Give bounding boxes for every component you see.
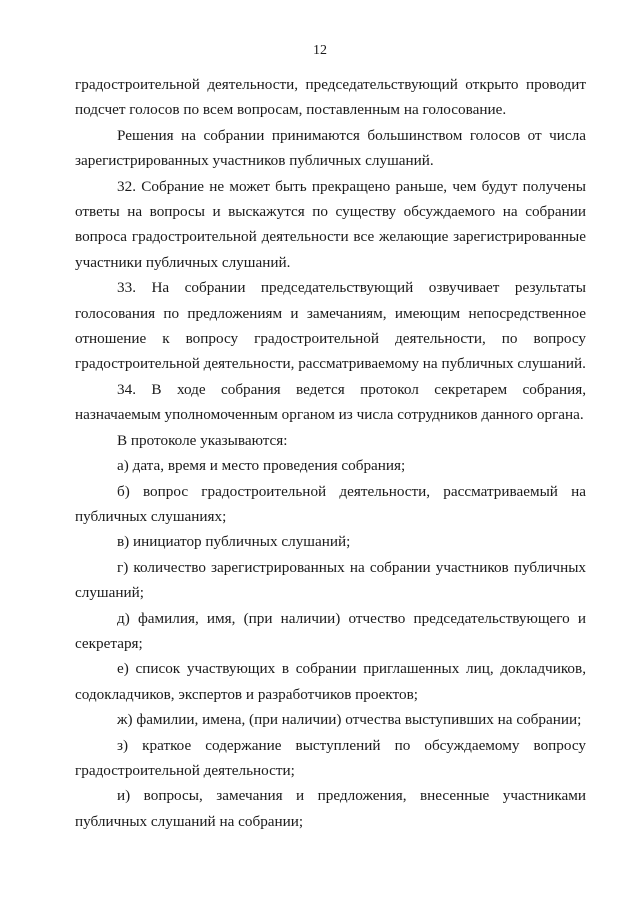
list-item-zh: ж) фамилии, имена, (при наличии) отчества выступивших на собрании; [117, 711, 582, 729]
list-item-a: а) дата, время и место проведения собрания; [117, 457, 406, 475]
paragraph-continuation: градостроительной деятельности, председательствующий открыто проводит подсчет голосов по всем вопросам, поставленным на голосование. [75, 76, 586, 119]
list-item-d: д) фамилия, имя, (при наличии) отчество председательствующего и секретаря; [75, 609, 586, 652]
paragraph-33: 33. На собрании председательствующий озвучивает результаты голосования по предложениям и замечаниям, имеющим непосредственное отношение к вопросу градостроительной деятельности, по вопросу градостроительной деятельности, рассматриваемому на публичных слушаний. [75, 279, 586, 373]
paragraph-34: 34. В ходе собрания ведется протокол секретарем собрания, назначаемым уполномоченным органом из числа сотрудников данного органа. [75, 380, 586, 424]
paragraph-32: 32. Собрание не может быть прекращено раньше, чем будут получены ответы на вопросы и выскажутся по существу обсуждаемого на собрании вопроса градостроительной деятельности все желающие зарегистрированные участники публичных слушаний. [75, 177, 586, 271]
paragraph-decisions: Решения на собрании принимаются большинством голосов от числа зарегистрированных участников публичных слушаний. [75, 126, 586, 170]
list-item-e: е) список участвующих в собрании приглашенных лиц, докладчиков, содокладчиков, экспертов и разработчиков проектов; [75, 660, 586, 703]
list-item-i: и) вопросы, замечания и предложения, внесенные участниками публичных слушаний на собрании; [75, 787, 586, 830]
document-body [75, 72, 586, 834]
list-item-b: б) вопрос градостроительной деятельности, рассматриваемый на публичных слушаниях; [75, 482, 586, 525]
list-item-v: в) инициатор публичных слушаний; [117, 533, 351, 551]
paragraph-protocol-intro: В протоколе указываются: [117, 431, 288, 449]
page-number: 12 [313, 43, 327, 58]
list-item-g: г) количество зарегистрированных на собрании участников публичных слушаний; [75, 558, 586, 602]
list-item-z: з) краткое содержание выступлений по обсуждаемому вопросу градостроительной деятельности; [75, 736, 586, 779]
